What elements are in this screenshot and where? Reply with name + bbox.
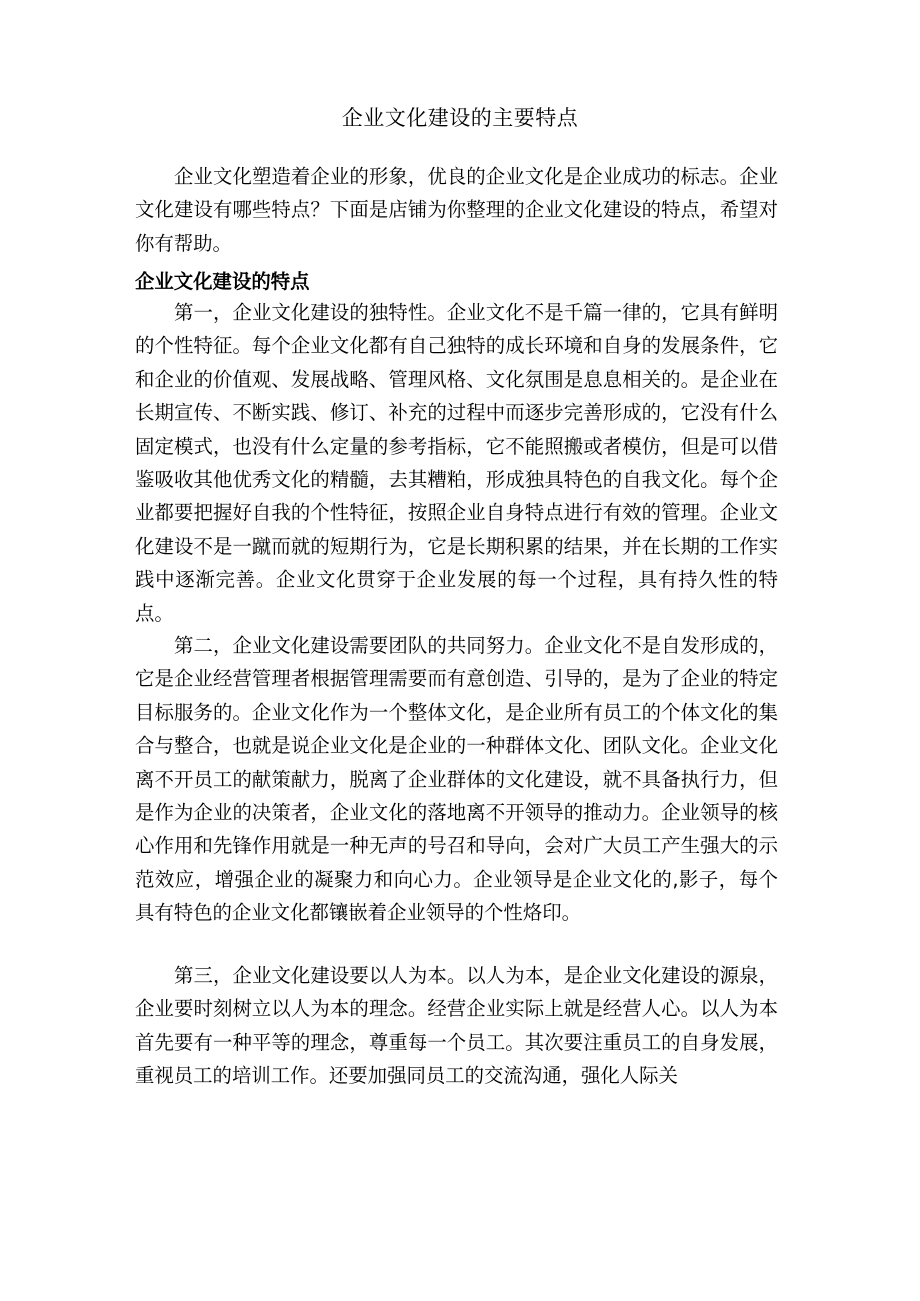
paragraph-1: 第一，企业文化建设的独特性。企业文化不是千篇一律的，它具有鲜明的个性特征。每个企业文化都有自己独特的成长环境和自身的发展条件，它和企业的价值观、发展战略、管理风格、文化氛围是息息相关的。是企业在长期宣传、不断实践、修订、补充的过程中而逐步完善形成的，它没有什么固定模式，也没有什么定量的参考指标，它不能照搬或者模仿，但是可以借鉴吸收其他优秀文化的精髓，去其糟粕，形成独具特色的自我文化。每个企业都要把握好自我的个性特征，按照企业自身特点进行有效的管理。企业文化建设不是一蹴而就的短期行为，它是长期积累的结果，并在长期的工作实践中逐渐完善。企业文化贯穿于企业发展的每一个过程，具有持久性的特点。 [135,301,778,625]
paragraph-3: 第三，企业文化建设要以人为本。以人为本，是企业文化建设的源泉，企业要时刻树立以人为本的理念。经营企业实际上就是经营人心。以人为本首先要有一种平等的理念，尊重每一个员工。其次要注重员工的自身发展，重视员工的培训工作。还要加强同员工的交流沟通，强化人际关 [135,964,778,1088]
document-title: 企业文化建设的主要特点 [341,106,579,130]
paragraph-2: 第二，企业文化建设需要团队的共同努力。企业文化不是自发形成的，它是企业经营管理者根据管理需要而有意创造、引导的，是为了企业的特定目标服务的。企业文化作为一个整体文化，是企业所有员工的个体文化的集合与整合，也就是说企业文化是企业的一种群体文化、团队文化。企业文化离不开员工的献策献力，脱离了企业群体的文化建设，就不具备执行力，但是作为企业的决策者，企业文化的落地离不开领导的推动力。企业领导的核心作用和先锋作用就是一种无声的号召和导向，会对广大员工产生强大的示范效应，增强企业的凝聚力和向心力。企业领导是企业文化的,影子，每个具有特色的企业文化都镶嵌着企业领导的个性烙印。 [135,634,778,925]
intro-paragraph: 企业文化塑造着企业的形象，优良的企业文化是企业成功的标志。企业文化建设有哪些特点？下面是店铺为你整理的企业文化建设的特点，希望对你有帮助。 [135,165,778,255]
section-heading: 企业文化建设的特点 [135,270,310,293]
